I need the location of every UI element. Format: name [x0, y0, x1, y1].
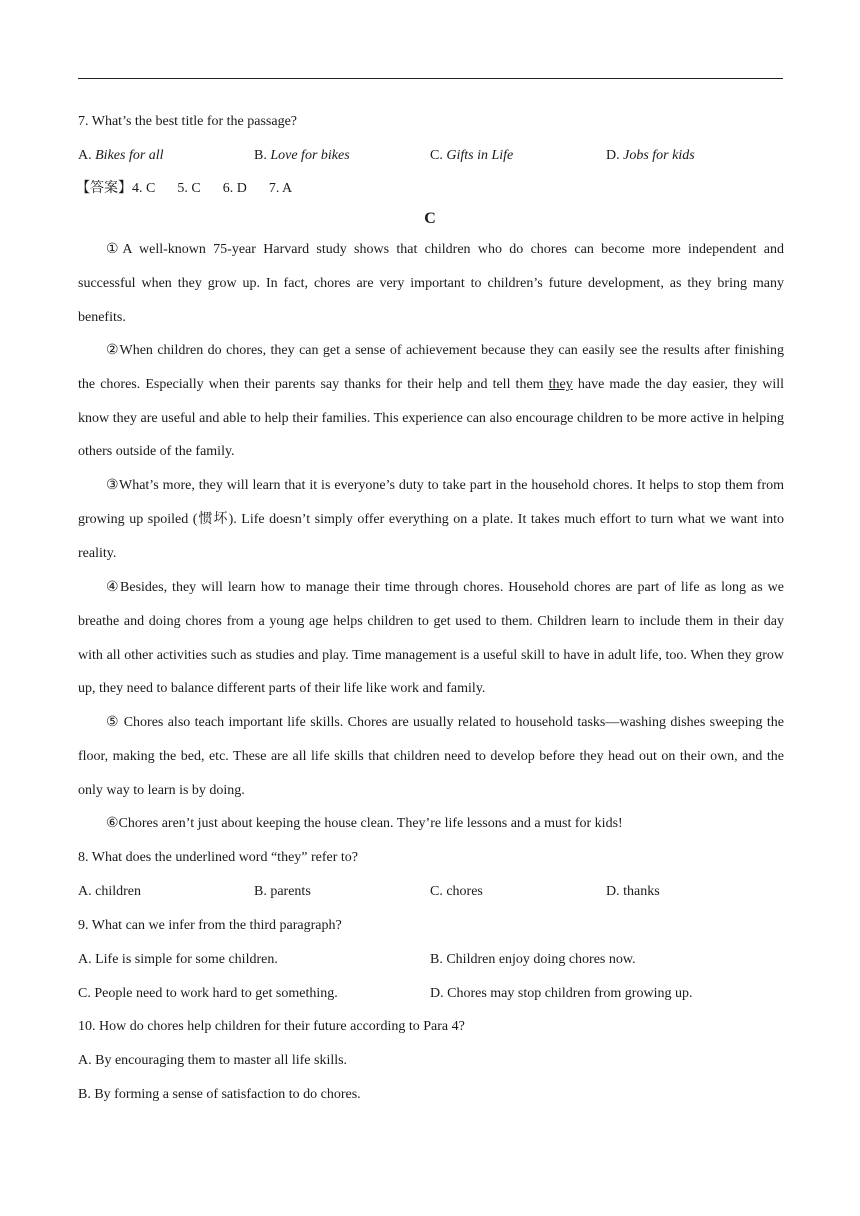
section-heading: C: [424, 210, 436, 227]
q9-option-b: B. Children enjoy doing chores now.: [430, 952, 636, 967]
q8-option-b: B. parents: [254, 884, 311, 899]
answer-line: [76, 179, 292, 199]
q8-option-d: D. thanks: [606, 884, 660, 899]
passage-paragraph-5: ⑤ Chores also teach important life skills. Chores are usually related to household tasks—washing dishes sweeping the floor, making the bed, etc. These are all life skills that children need to develop before they head out on their own, and the only way to learn is by doing.: [78, 715, 784, 798]
q9-option-d: D. Chores may stop children from growing up.: [430, 986, 693, 1001]
passage-paragraph-4: ④Besides, they will learn how to manage their time through chores. Household chores are part of life as long as we breathe and doing chores from a young age helps children to get used to them. Children learn to include them in their day with all other activities such as studies and play. Time management is a useful skill to have in adult life, too. When they grow up, they need to balance different parts of their life like work and family.: [78, 580, 784, 697]
q8-option-a: A. children: [78, 884, 141, 899]
q9-option-c: C. People need to work hard to get something.: [78, 986, 338, 1001]
q7-option-d: D. Jobs for kids: [606, 148, 695, 163]
underlined-word: they: [548, 376, 573, 392]
question-8: 8. What does the underlined word “they” refer to?: [78, 850, 359, 865]
question-9: 9. What can we infer from the third paragraph?: [78, 918, 342, 933]
answer-item: 4. C: [132, 181, 156, 196]
passage-paragraph-3: ③What’s more, they will learn that it is everyone’s duty to take part in the household chores. It helps to stop them from growing up spoiled (惯坏). Life doesn’t simply offer everything on a plate. It takes much effort to turn what we want into reality.: [78, 478, 784, 561]
q7-option-c: C. Gifts in Life: [430, 148, 514, 163]
question-10: 10. How do chores help children for their future according to Para 4?: [78, 1019, 465, 1034]
q7-option-a: A. Bikes for all: [78, 148, 164, 163]
q10-option-a: A. By encouraging them to master all life skills.: [78, 1053, 348, 1068]
q8-option-c: C. chores: [430, 884, 483, 899]
passage-paragraph-1: ①A well-known 75-year Harvard study shows that children who do chores can become more independent and successful when they grow up. In fact, chores are very important to children’s future development, as they bring many benefits.: [78, 242, 784, 325]
q7-option-b: B. Love for bikes: [254, 148, 350, 163]
passage-paragraph-2: ②When children do chores, they can get a sense of achievement because they can easily see the results after finishing the chores. Especially when their parents say thanks for their help and tell them they have made the day easier, they will know they are useful and able to help their families. This experience can also encourage children to be more active in helping others outside of the family.: [78, 343, 784, 460]
question-7: 7. What’s the best title for the passage?: [78, 114, 298, 129]
passage-paragraph-6: ⑥Chores aren’t just about keeping the house clean. They’re life lessons and a must for kids!: [106, 816, 623, 831]
answer-item: 7. A: [268, 181, 293, 196]
answer-item: 6. D: [222, 181, 247, 196]
answer-item: 5. C: [177, 181, 201, 196]
q9-option-a: A. Life is simple for some children.: [78, 952, 278, 967]
header-rule: [78, 78, 783, 79]
q10-option-b: B. By forming a sense of satisfaction to do chores.: [78, 1087, 361, 1102]
answer-label: 【答案】: [76, 181, 132, 196]
